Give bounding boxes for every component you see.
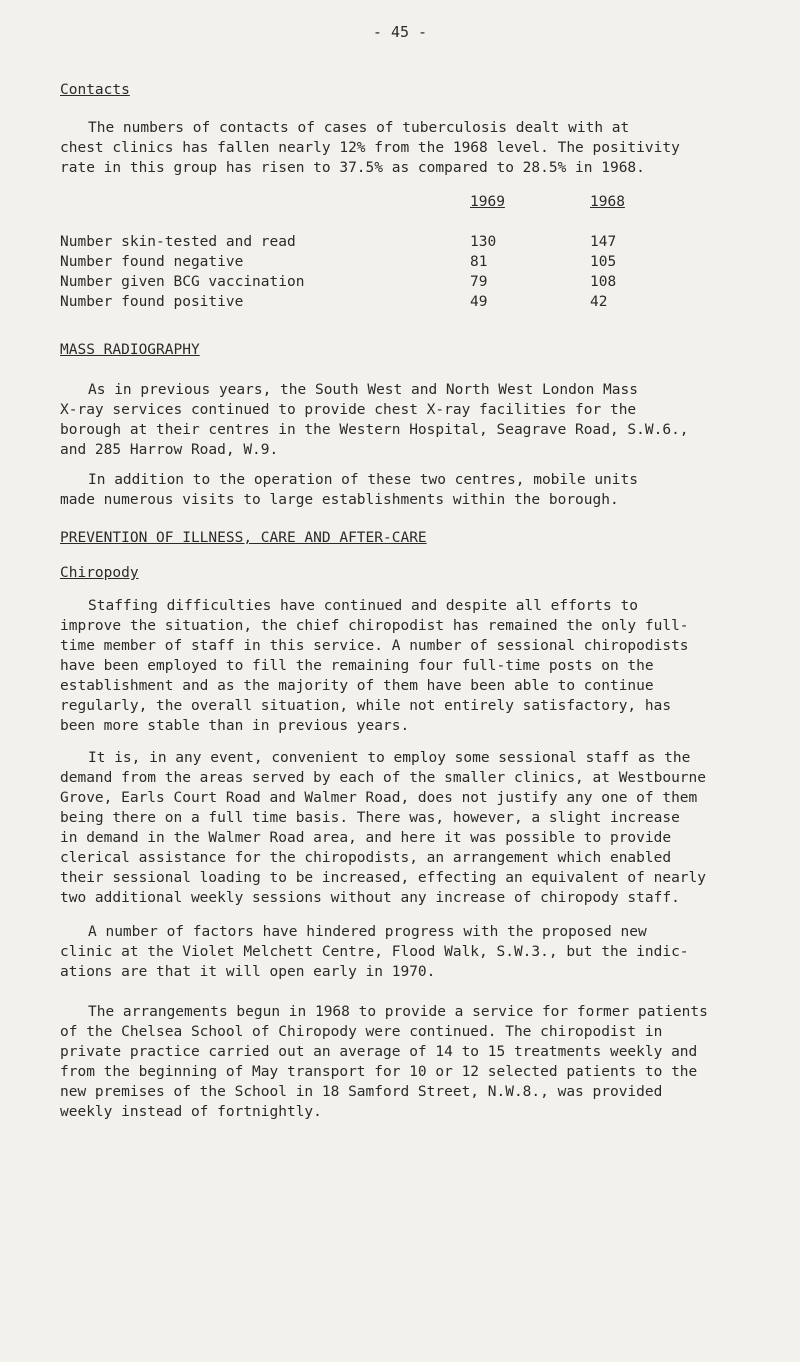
value-1969: 79 xyxy=(470,274,488,290)
paragraph-line: ations are that it will open early in 1970. xyxy=(60,964,436,980)
row-label: Number skin-tested and read xyxy=(60,234,296,250)
paragraph-line: rate in this group has risen to 37.5% as compared to 28.5% in 1968. xyxy=(60,160,645,176)
paragraph-line: demand from the areas served by each of the smaller clinics, at Westbourne xyxy=(60,770,707,786)
paragraph-line: Staffing difficulties have continued and despite all efforts to xyxy=(88,598,638,614)
paragraph-line: private practice carried out an average of 14 to 15 treatments weekly and xyxy=(60,1044,698,1060)
value-1968: 105 xyxy=(590,254,617,270)
page-number: - 45 - xyxy=(372,23,428,41)
paragraph-line: improve the situation, the chief chiropodist has remained the only full- xyxy=(60,618,689,634)
value-1968: 108 xyxy=(590,274,617,290)
contacts-table xyxy=(60,192,750,312)
paragraph-line: being there on a full time basis. There was, however, a slight increase xyxy=(60,810,680,826)
value-1969: 49 xyxy=(470,294,488,310)
contacts-paragraph xyxy=(60,118,750,178)
paragraph-line: borough at their centres in the Western Hospital, Seagrave Road, S.W.6., xyxy=(60,422,689,438)
paragraph-line: been more stable than in previous years. xyxy=(60,718,410,734)
paragraph-line: in demand in the Walmer Road area, and here it was possible to provide xyxy=(60,830,672,846)
paragraph-line: A number of factors have hindered progress with the proposed new xyxy=(88,924,647,940)
mass-radiography-heading: MASS RADIOGRAPHY xyxy=(60,342,200,358)
value-1969: 130 xyxy=(470,234,497,250)
table-row xyxy=(60,292,690,312)
paragraph-line: It is, in any event, convenient to employ some sessional staff as the xyxy=(88,750,691,766)
paragraph-line: As in previous years, the South West and North West London Mass xyxy=(88,382,638,398)
table-header-row xyxy=(60,192,690,212)
chiropody-subheading: Chiropody xyxy=(60,565,139,581)
value-1968: 147 xyxy=(590,234,617,250)
row-label: Number found positive xyxy=(60,294,244,310)
paragraph-line: Grove, Earls Court Road and Walmer Road, does not justify any one of them xyxy=(60,790,698,806)
paragraph-line: and 285 Harrow Road, W.9. xyxy=(60,442,279,458)
paragraph-line: of the Chelsea School of Chiropody were continued. The chiropodist in xyxy=(60,1024,663,1040)
row-label: Number given BCG vaccination xyxy=(60,274,305,290)
value-1969: 81 xyxy=(470,254,488,270)
chiropody-paragraph-1 xyxy=(60,596,750,736)
paragraph-line: In addition to the operation of these two centres, mobile units xyxy=(88,472,638,488)
paragraph-line: weekly instead of fortnightly. xyxy=(60,1104,322,1120)
mass-radiography-paragraph-1 xyxy=(60,380,750,460)
prevention-heading: PREVENTION OF ILLNESS, CARE AND AFTER-CARE xyxy=(60,530,427,546)
paragraph-line: The numbers of contacts of cases of tuberculosis dealt with at xyxy=(88,120,630,136)
paragraph-line: establishment and as the majority of them have been able to continue xyxy=(60,678,654,694)
paragraph-line: clerical assistance for the chiropodists, an arrangement which enabled xyxy=(60,850,672,866)
table-row xyxy=(60,272,690,292)
paragraph-line: time member of staff in this service. A number of sessional chiropodists xyxy=(60,638,689,654)
mass-radiography-paragraph-2 xyxy=(60,470,750,510)
paragraph-line: X-ray services continued to provide chest X-ray facilities for the xyxy=(60,402,637,418)
contacts-heading: Contacts xyxy=(60,82,130,98)
paragraph-line: have been employed to fill the remaining four full-time posts on the xyxy=(60,658,654,674)
chiropody-paragraph-2 xyxy=(60,748,750,908)
paragraph-line: clinic at the Violet Melchett Centre, Flood Walk, S.W.3., but the indic- xyxy=(60,944,689,960)
table-row xyxy=(60,232,690,252)
table-row xyxy=(60,252,690,272)
column-header-1968: 1968 xyxy=(590,194,625,210)
paragraph-line: their sessional loading to be increased, effecting an equivalent of nearly xyxy=(60,870,707,886)
value-1968: 42 xyxy=(590,294,608,310)
chiropody-paragraph-4 xyxy=(60,1002,750,1122)
paragraph-line: new premises of the School in 18 Samford Street, N.W.8., was provided xyxy=(60,1084,663,1100)
row-label: Number found negative xyxy=(60,254,244,270)
paragraph-line: made numerous visits to large establishments within the borough. xyxy=(60,492,619,508)
chiropody-paragraph-3 xyxy=(60,922,750,982)
paragraph-line: chest clinics has fallen nearly 12% from the 1968 level. The positivity xyxy=(60,140,680,156)
paragraph-line: two additional weekly sessions without any increase of chiropody staff. xyxy=(60,890,680,906)
paragraph-line: regularly, the overall situation, while not entirely satisfactory, has xyxy=(60,698,672,714)
column-header-1969: 1969 xyxy=(470,194,505,210)
paragraph-line: The arrangements begun in 1968 to provide a service for former patients xyxy=(88,1004,708,1020)
paragraph-line: from the beginning of May transport for 10 or 12 selected patients to the xyxy=(60,1064,698,1080)
